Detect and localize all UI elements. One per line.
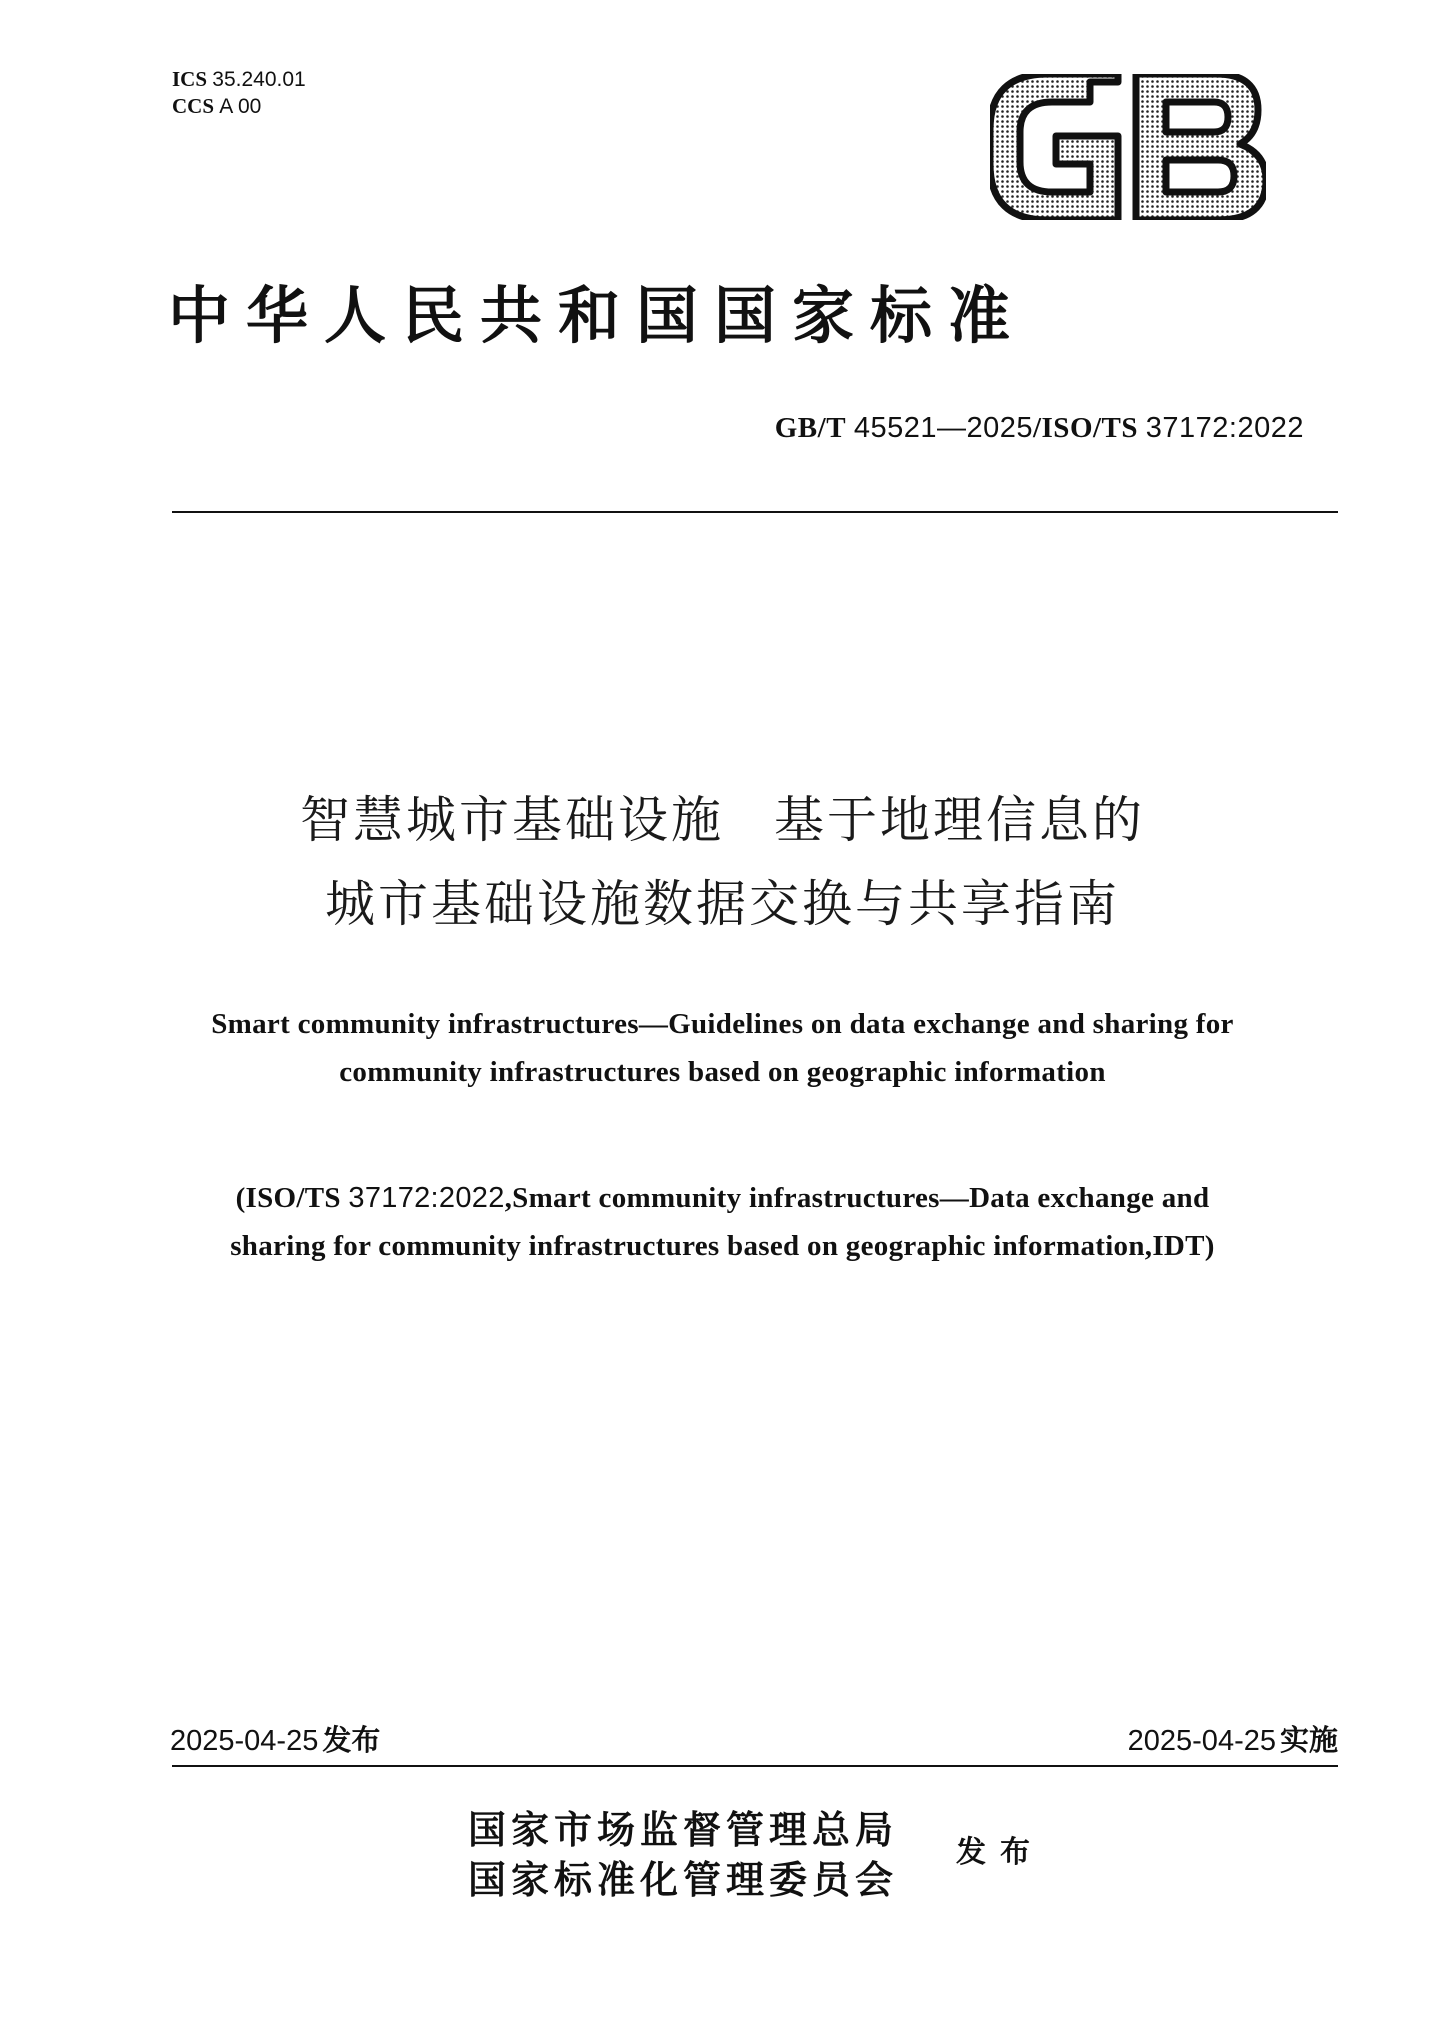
english-title-line-1: Smart community infrastructures—Guidelines on data exchange and sharing for — [211, 1008, 1234, 1040]
chinese-title-line-1 — [0, 778, 1445, 862]
ics-code — [172, 66, 306, 93]
chinese-title-part-b: 基于地理信息的 — [774, 791, 1145, 849]
bottom-divider — [172, 1765, 1338, 1767]
issuing-bodies — [468, 1805, 898, 1905]
ics-value: 35.240.01 — [212, 68, 306, 91]
standard-number-value: 45521—2025 — [853, 412, 1033, 444]
issuer-line-2: 国家标准化管理委员会 — [468, 1857, 899, 1902]
standard-iso-separator: /ISO/TS — [1032, 412, 1139, 444]
classification-codes — [172, 66, 306, 120]
implement-date — [1128, 1718, 1338, 1759]
adoption-iso-number: 37172:2022 — [348, 1182, 505, 1214]
english-title — [0, 1000, 1445, 1096]
implement-date-value: 2025-04-25 — [1127, 1725, 1276, 1757]
issuer-line-1: 国家市场监督管理总局 — [468, 1807, 899, 1852]
gb-logo-icon — [990, 74, 1266, 220]
ccs-code — [172, 93, 306, 120]
national-standard-title: 中华人民共和国国家标准 — [168, 279, 1027, 352]
english-title-line-2: community infrastructures based on geographic information — [339, 1056, 1106, 1088]
adoption-line-2: sharing for community infrastructures based on geographic information,IDT) — [230, 1230, 1215, 1262]
issue-label: 发布 — [956, 1835, 1044, 1870]
adoption-title-part: ,Smart community infrastructures—Data exchange and — [504, 1182, 1210, 1214]
standard-number — [775, 412, 1304, 445]
standard-prefix: GB/T — [774, 412, 847, 444]
publish-date — [170, 1718, 380, 1759]
ics-label: ICS — [172, 67, 208, 91]
publish-date-value: 2025-04-25 — [170, 1725, 319, 1757]
adoption-line-1 — [0, 1174, 1445, 1222]
chinese-title — [0, 778, 1445, 946]
ccs-label: CCS — [172, 94, 215, 118]
iso-number: 37172:2022 — [1145, 412, 1304, 444]
chinese-title-line-2: 城市基础设施数据交换与共享指南 — [325, 875, 1120, 933]
implement-date-label: 实施 — [1279, 1723, 1338, 1757]
adoption-note — [0, 1174, 1445, 1270]
adoption-open: (ISO/TS — [235, 1182, 341, 1214]
chinese-title-part-a: 智慧城市基础设施 — [300, 791, 724, 849]
publish-date-label: 发布 — [322, 1723, 381, 1757]
top-divider — [172, 511, 1338, 513]
ccs-value: A 00 — [219, 95, 262, 118]
